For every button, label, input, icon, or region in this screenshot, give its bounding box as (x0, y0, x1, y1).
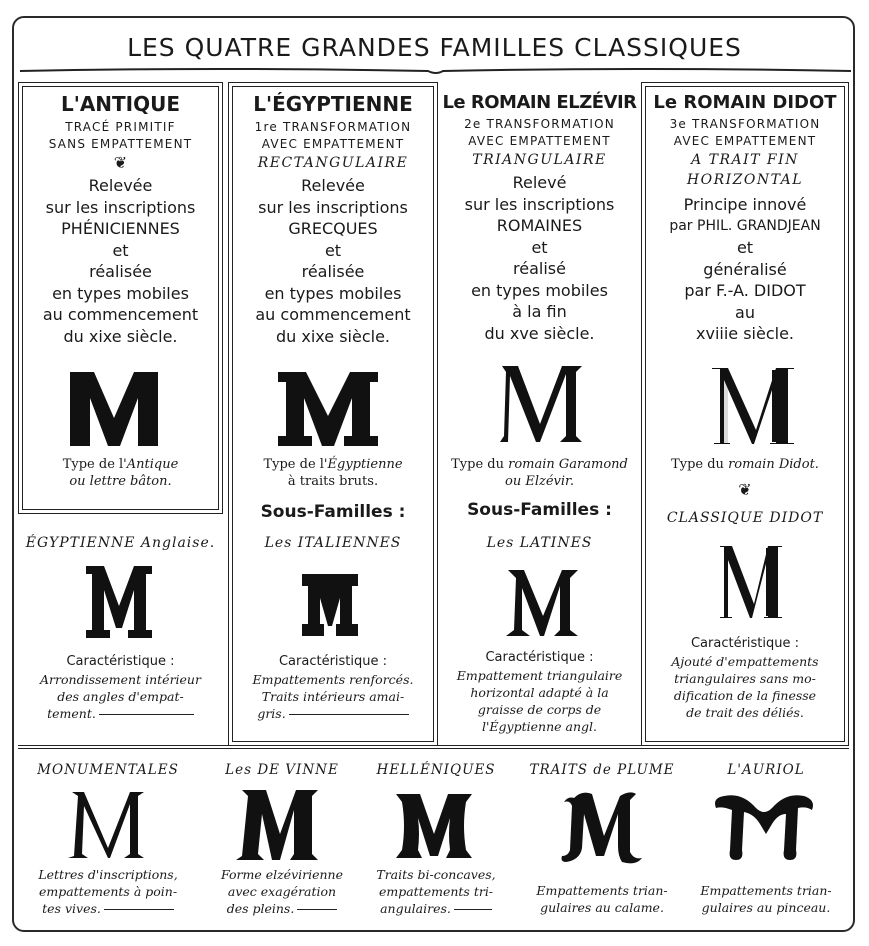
bottom-de-vinne (200, 762, 364, 778)
specimen-anglaise-m (86, 566, 152, 638)
body-line: et (736, 238, 754, 257)
bottom-auriol-desc (686, 882, 846, 916)
body-line: Relevée (301, 176, 365, 195)
sub-egyptienne-anglaise (18, 535, 223, 551)
caption-line2: ou Elzévir. (505, 474, 574, 489)
body-line: réalisée (301, 262, 365, 281)
caption-line2: à traits bruts. (287, 474, 379, 489)
family-sub-1: 1re TRANSFORMATION (254, 120, 412, 134)
body-line: du xve siècle. (484, 323, 595, 343)
specimen-didot-m (712, 368, 794, 444)
body-line: PHÉNICIENNES (61, 219, 180, 238)
fill-rule (99, 714, 194, 715)
family-name: Le ROMAIN ELZÉVIR (442, 92, 637, 113)
body-line: xviiie siècle. (696, 324, 794, 343)
sub-title: CLASSIQUE DIDOT (666, 510, 824, 526)
desc-line: gulaires au calame. (540, 900, 664, 915)
caption-italic: romain Didot. (728, 457, 819, 472)
family-sub-1: 3e TRANSFORMATION (669, 117, 821, 131)
caption-prefix: Type de l' (62, 457, 127, 472)
sub-italiennes (232, 535, 434, 551)
specimen-de-vinne-m (236, 790, 320, 860)
bottom-monumentales-desc (20, 866, 196, 917)
specimen-helleniques-m (396, 794, 472, 858)
family-didot (645, 92, 845, 345)
bottom-title: MONUMENTALES (37, 762, 179, 778)
caption-prefix: Type du (671, 457, 729, 472)
body-line: ROMAINES (496, 216, 583, 235)
sous-familles-label-2: Sous-Familles : (467, 500, 612, 520)
desc-line: gulaires au pinceau. (701, 900, 831, 915)
desc-line: l'Égyptienne angl. (482, 719, 597, 734)
bottom-helleniques (362, 762, 510, 778)
body-line: et (112, 240, 129, 260)
desc-line: tement. (47, 706, 96, 721)
fleuron-icon: ❦ (113, 153, 128, 172)
elzevir-caption (438, 456, 641, 490)
desc-line: Traits bi-concaves, (376, 867, 496, 882)
caption-prefix: Type du (451, 457, 509, 472)
carac-label: Caractéristique : (690, 636, 800, 651)
bottom-title: L'AURIOL (727, 762, 805, 778)
title-swash-ornament (18, 63, 853, 79)
specimen-egyptienne-m (278, 372, 378, 446)
body-line: Relevé (512, 173, 567, 192)
body-line: généralisé (703, 259, 787, 279)
desc-line: empattements à poin- (38, 884, 178, 899)
caption-italic: Égyptienne (327, 457, 403, 472)
bottom-helleniques-desc (362, 866, 510, 917)
carac-label: Caractéristique : (485, 650, 594, 665)
body-line: sur les inscriptions (258, 197, 408, 217)
desc-line: horizontal adapté à la (470, 685, 609, 700)
body-line: réalisé (513, 259, 566, 278)
family-sub-2: SANS EMPATTEMENT (48, 137, 193, 151)
family-name: L'ÉGYPTIENNE (253, 92, 413, 116)
body-line: sur les inscriptions (464, 194, 615, 214)
family-style: TRIANGULAIRE (472, 152, 607, 168)
page-title: LES QUATRE GRANDES FAMILLES CLASSIQUES (127, 33, 742, 62)
sub-egyptienne-anglaise-desc (18, 654, 223, 722)
bottom-title: Les DE VINNE (225, 762, 339, 778)
desc-line: des angles d'empat- (57, 689, 184, 704)
bottom-title: HELLÉNIQUES (376, 762, 496, 778)
desc-line: Traits intérieurs amai- (261, 689, 405, 704)
family-body (232, 175, 434, 347)
body-line: à la fin (512, 302, 567, 321)
specimen-antique-m (70, 372, 158, 446)
specimen-traits-de-plume-m (560, 790, 642, 864)
desc-line: tes vives. (42, 901, 101, 916)
family-antique (22, 92, 219, 347)
desc-line: graisse de corps de (477, 702, 602, 717)
carac-label: Caractéristique : (66, 654, 175, 669)
body-line: sur les inscriptions (45, 197, 196, 217)
sub-latines-desc (438, 650, 641, 735)
sub-title: Les LATINES (486, 535, 593, 551)
bottom-traits-de-plume-desc (514, 882, 690, 916)
desc-line: gris. (257, 706, 286, 721)
family-sub-2: AVEC EMPATTEMENT (673, 134, 817, 148)
desc-line: triangulaires sans mo- (674, 671, 816, 686)
desc-line: Empattements trian- (536, 883, 668, 898)
desc-line: Arrondissement intérieur (40, 672, 201, 687)
caption-italic: Antique (126, 457, 179, 472)
antique-caption (22, 456, 219, 490)
body-line: au commencement (255, 305, 411, 324)
body-line: par F.-A. DIDOT (684, 281, 806, 300)
bottom-monumentales (20, 762, 196, 778)
family-name: L'ANTIQUE (60, 92, 181, 116)
fill-rule (289, 714, 409, 715)
family-body (22, 175, 219, 347)
caption-prefix: Type de l' (263, 457, 328, 472)
family-egyptienne (232, 92, 434, 347)
bottom-auriol (686, 762, 846, 778)
family-body (438, 172, 641, 344)
desc-line: Empattements renforcés. (252, 672, 414, 687)
family-elzevir (438, 92, 641, 344)
family-style: A TRAIT FIN HORIZONTAL (686, 152, 804, 188)
family-sub-1: TRACÉ PRIMITIF (65, 120, 176, 134)
sub-title: Les ITALIENNES (264, 535, 402, 551)
desc-line: Empattements trian- (700, 883, 832, 898)
sub-classique-didot (645, 510, 845, 526)
didot-caption (645, 456, 845, 473)
sub-classique-didot-desc (645, 636, 845, 721)
caption-italic: romain Garamond (508, 457, 628, 472)
caption-line2: ou lettre bâton. (69, 474, 172, 489)
sub-title: ÉGYPTIENNE Anglaise. (25, 535, 216, 551)
fill-rule (104, 909, 174, 910)
fill-rule (297, 909, 337, 910)
body-line: en types mobiles (471, 280, 608, 300)
family-body (645, 194, 845, 345)
body-line: Principe innové (683, 195, 807, 214)
bottom-de-vinne-desc (200, 866, 364, 917)
desc-line: Lettres d'inscriptions, (38, 867, 178, 882)
desc-line: empattements tri- (378, 884, 494, 899)
specimen-auriol-m (712, 794, 816, 862)
family-sub-1: 2e TRANSFORMATION (464, 117, 615, 131)
body-line: Relevée (88, 176, 153, 195)
body-line: en types mobiles (264, 283, 402, 303)
specimen-italiennes-m (302, 574, 358, 636)
egyptienne-caption (232, 456, 434, 490)
desc-line: dification de la finesse (673, 688, 817, 703)
desc-line: angulaires. (380, 901, 451, 916)
bottom-traits-de-plume (514, 762, 690, 778)
family-sub-2: AVEC EMPATTEMENT (261, 137, 405, 151)
body-line: GRECQUES (288, 219, 378, 238)
body-line: du xixe siècle. (63, 326, 178, 346)
desc-line: Empattement triangulaire (456, 668, 623, 683)
sub-italiennes-desc (232, 654, 434, 722)
specimen-monumentales-m (68, 792, 148, 858)
desc-line: Forme elzévirienne (220, 867, 344, 882)
specimen-elzevir-m (498, 366, 582, 442)
fill-rule (454, 909, 492, 910)
body-line: au (735, 302, 755, 322)
body-line: en types mobiles (52, 283, 189, 303)
family-name: Le ROMAIN DIDOT (653, 92, 837, 113)
desc-line: avec exagération (227, 884, 337, 899)
desc-line: Ajouté d'empattements (671, 654, 819, 669)
sous-familles-label: Sous-Familles : (260, 502, 406, 522)
desc-line: de trait des déliés. (686, 705, 804, 720)
body-line: du xixe siècle. (276, 326, 390, 346)
desc-line: des pleins. (226, 901, 295, 916)
carac-label: Caractéristique : (278, 654, 388, 669)
body-line: et (531, 237, 548, 257)
bottom-divider (18, 745, 849, 749)
sub-latines (438, 535, 641, 551)
family-style: RECTANGULAIRE (257, 155, 409, 171)
family-sub-2: AVEC EMPATTEMENT (468, 134, 611, 148)
bottom-title: TRAITS de PLUME (529, 762, 675, 778)
fleuron-icon-2: ❦ (738, 480, 752, 499)
specimen-classique-didot-m (720, 546, 782, 618)
body-line: réalisée (89, 262, 152, 281)
body-line: au commencement (42, 305, 199, 324)
specimen-latines-m (506, 570, 580, 636)
body-line: par PHIL. GRANDJEAN (669, 217, 821, 234)
body-line: et (324, 240, 342, 260)
